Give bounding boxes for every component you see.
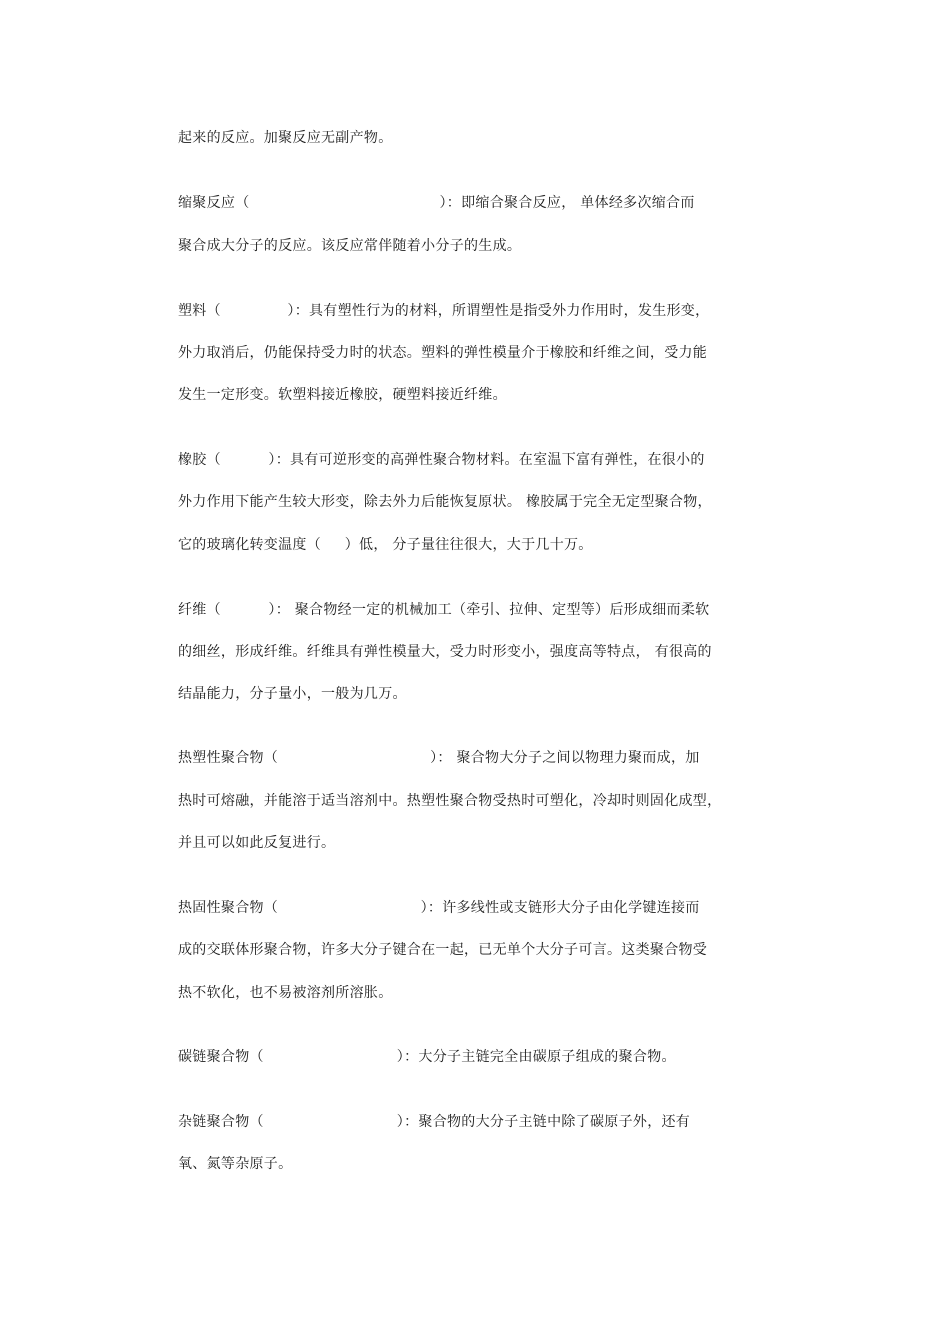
- text-line: 杂链聚合物（ ）：聚合物的大分子主链中除了碳原子外，还有: [178, 1114, 691, 1130]
- text-line: 塑料（ ）：具有塑性行为的材料，所谓塑性是指受外力作用时，发生形变，: [178, 303, 710, 319]
- text-line: 外力作用下能产生较大形变，除去外力后能恢复原状。 橡胶属于完全无定型聚合物，: [178, 494, 712, 510]
- text-line: 热时可熔融，并能溶于适当溶剂中。热塑性聚合物受热时可塑化，冷却时则固化成型，: [178, 793, 722, 809]
- text-line: 结晶能力，分子量小，一般为几万。: [178, 686, 407, 702]
- text-line: 它的玻璃化转变温度（ ）低， 分子量往往很大，大于几十万。: [178, 537, 593, 553]
- text-line: 外力取消后，仍能保持受力时的状态。塑料的弹性模量介于橡胶和纤维之间，受力能: [178, 345, 708, 361]
- text-line: 发生一定形变。软塑料接近橡胶，硬塑料接近纤维。: [178, 387, 507, 403]
- text-line: 缩聚反应（ ）：即缩合聚合反应， 单体经多次缩合而: [178, 195, 695, 211]
- text-line: 碳链聚合物（ ）：大分子主链完全由碳原子组成的聚合物。: [178, 1049, 676, 1065]
- text-line: 起来的反应。加聚反应无副产物。: [178, 130, 393, 146]
- text-line: 的细丝，形成纤维。纤维具有弹性模量大，受力时形变小，强度高等特点， 有很高的: [178, 644, 712, 660]
- text-line: 热固性聚合物（ ）：许多线性或支链形大分子由化学键连接而: [178, 900, 700, 916]
- text-line: 成的交联体形聚合物，许多大分子键合在一起，已无单个大分子可言。这类聚合物受: [178, 942, 708, 958]
- text-line: 热塑性聚合物（ ）： 聚合物大分子之间以物理力聚而成，加: [178, 750, 700, 766]
- text-line: 氧、氮等杂原子。: [178, 1156, 293, 1172]
- text-line: 并且可以如此反复进行。: [178, 835, 336, 851]
- text-line: 橡胶（ ）：具有可逆形变的高弹性聚合物材料。在室温下富有弹性，在很小的: [178, 452, 705, 468]
- text-line: 热不软化，也不易被溶剂所溶胀。: [178, 985, 393, 1001]
- text-line: 纤维（ ）： 聚合物经一定的机械加工（牵引、拉伸、定型等）后形成细而柔软: [178, 602, 710, 618]
- text-line: 聚合成大分子的反应。该反应常伴随着小分子的生成。: [178, 238, 522, 254]
